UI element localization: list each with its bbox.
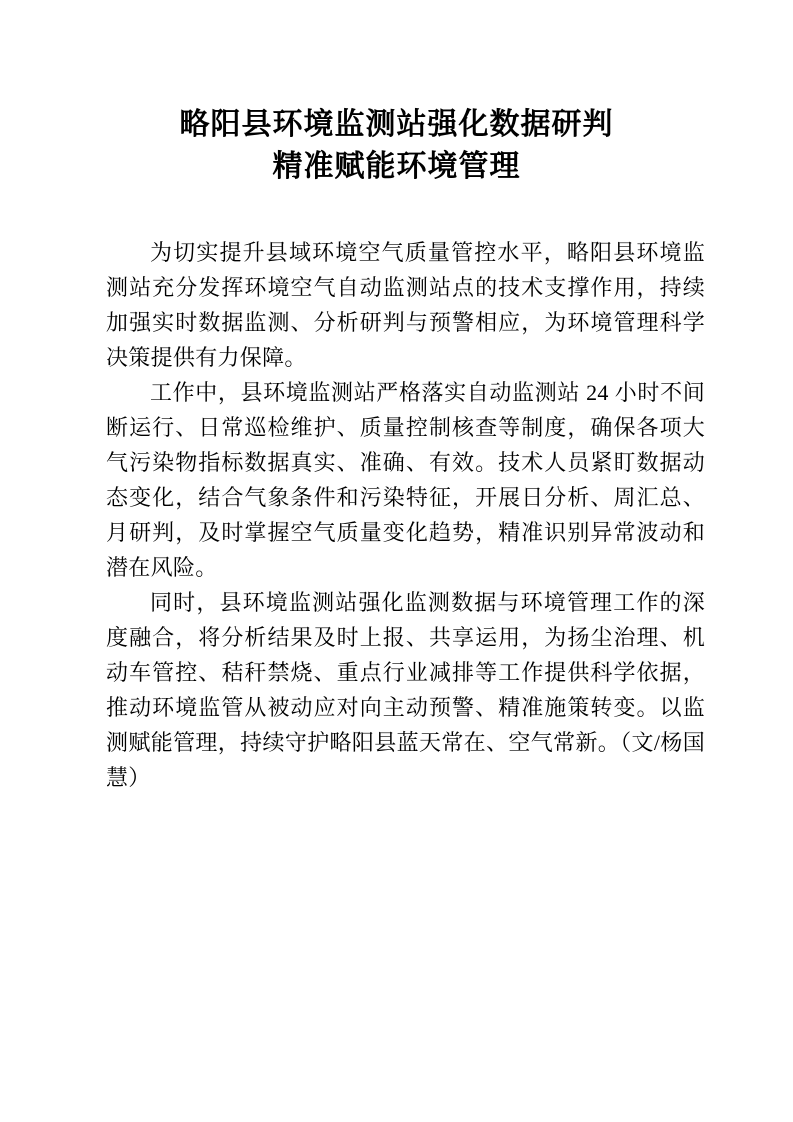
title-line-1: 略阳县环境监测站强化数据研判 [179,108,614,141]
document-body [0,235,793,795]
paragraph-3: 同时，县环境监测站强化监测数据与环境管理工作的深度融合，将分析结果及时上报、共享运用，为扬尘治理、机动车管控、秸秆禁烧、重点行业减排等工作提供科学依据，推动环境监管从被动应对向主动预警、精准施策转变。以监测赋能管理，持续守护略阳县蓝天常在、空气常新。（文/杨国慧） [106,590,705,790]
paragraph-2: 工作中，县环境监测站严格落实自动监测站 24 小时不间断运行、日常巡检维护、质量控制核查等制度，确保各项大气污染物指标数据真实、准确、有效。技术人员紧盯数据动态变化，结合气象条件和污染特征，开展日分析、周汇总、月研判，及时掌握空气质量变化趋势，精准识别异常波动和潜在风险。 [106,380,705,580]
title-line-2: 精准赋能环境管理 [272,150,521,183]
paragraph-1: 为切实提升县域环境空气质量管控水平，略阳县环境监测站充分发挥环境空气自动监测站点的技术支撑作用，持续加强实时数据监测、分析研判与预警相应，为环境管理科学决策提供有力保障。 [106,240,705,370]
document-title [0,0,793,188]
